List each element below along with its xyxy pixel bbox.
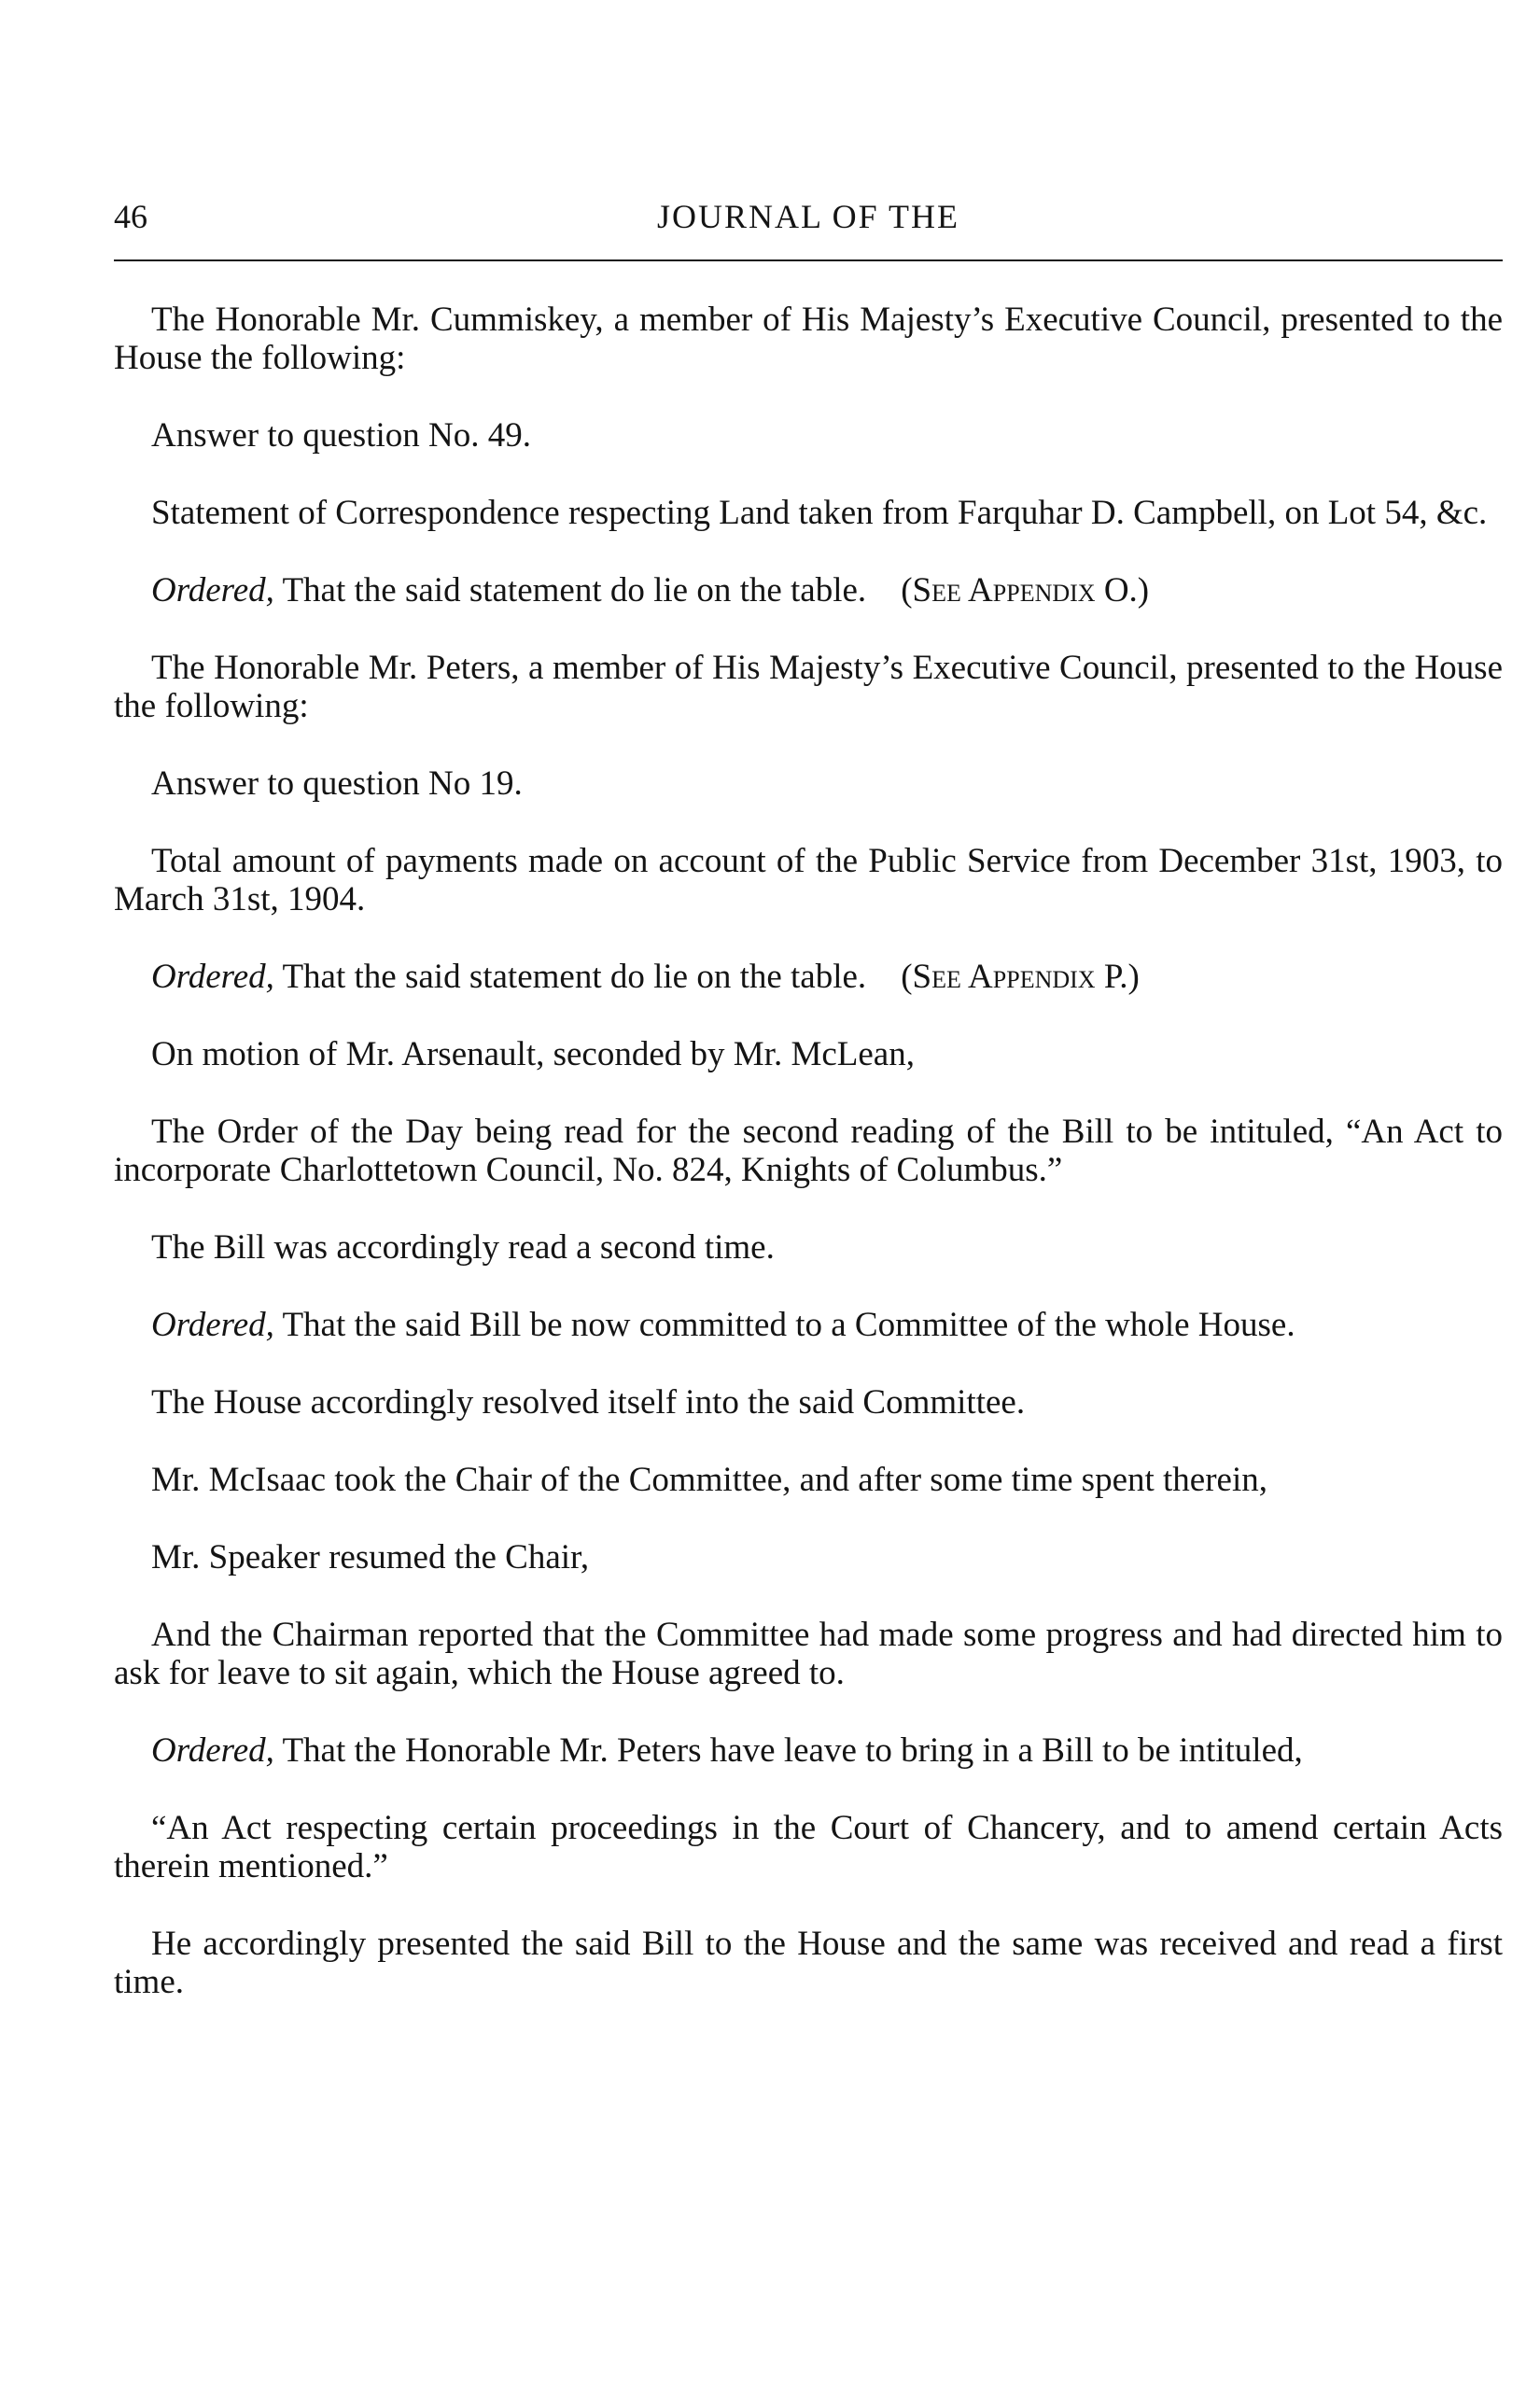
paragraph-text: The House accordingly resolved itself into the said Committee. bbox=[151, 1383, 1026, 1422]
paragraph-text: Mr. Speaker resumed the Chair, bbox=[151, 1538, 590, 1576]
appendix-reference: (See Appendix O.) bbox=[901, 571, 1150, 610]
ordered-label: Ordered, bbox=[151, 1306, 274, 1344]
paragraph-12 bbox=[114, 1306, 1503, 1344]
paragraph-7 bbox=[114, 842, 1503, 918]
paragraph-16 bbox=[114, 1616, 1503, 1692]
paragraph-11 bbox=[114, 1228, 1503, 1267]
paragraph-text: Total amount of payments made on account of the Public Service from December 31st, 1903, to March 31st, 1904. bbox=[114, 842, 1503, 918]
paragraph-3 bbox=[114, 494, 1503, 532]
paragraph-15 bbox=[114, 1538, 1503, 1576]
paragraph-8 bbox=[114, 958, 1503, 996]
running-title: JOURNAL OF THE bbox=[656, 198, 959, 235]
paragraph-text: That the said Bill be now committed to a Committee of the whole House. bbox=[273, 1306, 1295, 1344]
paragraph-1 bbox=[114, 301, 1503, 377]
ordered-label: Ordered, bbox=[151, 571, 274, 610]
paragraph-text: And the Chairman reported that the Committee had made some progress and had directed him to ask for leave to sit again, which the House agreed to. bbox=[114, 1616, 1503, 1692]
appendix-reference: (See Appendix P.) bbox=[901, 958, 1140, 996]
ordered-label: Ordered, bbox=[151, 1731, 274, 1770]
paragraph-17 bbox=[114, 1731, 1503, 1770]
paragraph-text: Answer to question No 19. bbox=[151, 764, 523, 803]
page-header bbox=[114, 194, 1503, 250]
paragraph-text: “An Act respecting certain proceedings in the Court of Chancery, and to amend certain Acts therein mentioned.” bbox=[114, 1809, 1503, 1885]
paragraph-text: On motion of Mr. Arsenault, seconded by Mr. McLean, bbox=[151, 1035, 915, 1073]
paragraph-6 bbox=[114, 764, 1503, 803]
paragraph-2 bbox=[114, 416, 1503, 455]
paragraph-text: Statement of Correspondence respecting Land taken from Farquhar D. Campbell, on Lot 54, &c. bbox=[151, 494, 1488, 532]
paragraph-9 bbox=[114, 1035, 1503, 1073]
paragraph-text: He accordingly presented the said Bill to the House and the same was received and read a first time. bbox=[114, 1925, 1503, 2001]
paragraph-text: The Bill was accordingly read a second time. bbox=[151, 1228, 775, 1267]
page-number: 46 bbox=[114, 198, 147, 235]
paragraph-14 bbox=[114, 1461, 1503, 1499]
journal-body bbox=[114, 301, 1503, 2040]
ordered-label: Ordered, bbox=[151, 958, 274, 996]
paragraph-13 bbox=[114, 1383, 1503, 1422]
paragraph-text: The Honorable Mr. Cummiskey, a member of His Majesty’s Executive Council, presented to the House the following: bbox=[114, 301, 1503, 377]
paragraph-18 bbox=[114, 1809, 1503, 1885]
paragraph-text: Answer to question No. 49. bbox=[151, 416, 531, 455]
paragraph-10 bbox=[114, 1113, 1503, 1189]
header-rule bbox=[114, 259, 1503, 261]
paragraph-text: Mr. McIsaac took the Chair of the Committee, and after some time spent therein, bbox=[151, 1461, 1267, 1499]
paragraph-4 bbox=[114, 571, 1503, 610]
paragraph-5 bbox=[114, 649, 1503, 725]
paragraph-text: That the said statement do lie on the table. bbox=[273, 571, 867, 610]
paragraph-19 bbox=[114, 1925, 1503, 2001]
paragraph-text: The Order of the Day being read for the second reading of the Bill to be intituled, “An Act to incorporate Charlottetown Council, No. 824, Knights of Columbus.” bbox=[114, 1113, 1503, 1189]
paragraph-text: The Honorable Mr. Peters, a member of His Majesty’s Executive Council, presented to the House the following: bbox=[114, 649, 1503, 725]
paragraph-text: That the said statement do lie on the table. bbox=[273, 958, 867, 996]
paragraph-text: That the Honorable Mr. Peters have leave to bring in a Bill to be intituled, bbox=[273, 1731, 1303, 1770]
